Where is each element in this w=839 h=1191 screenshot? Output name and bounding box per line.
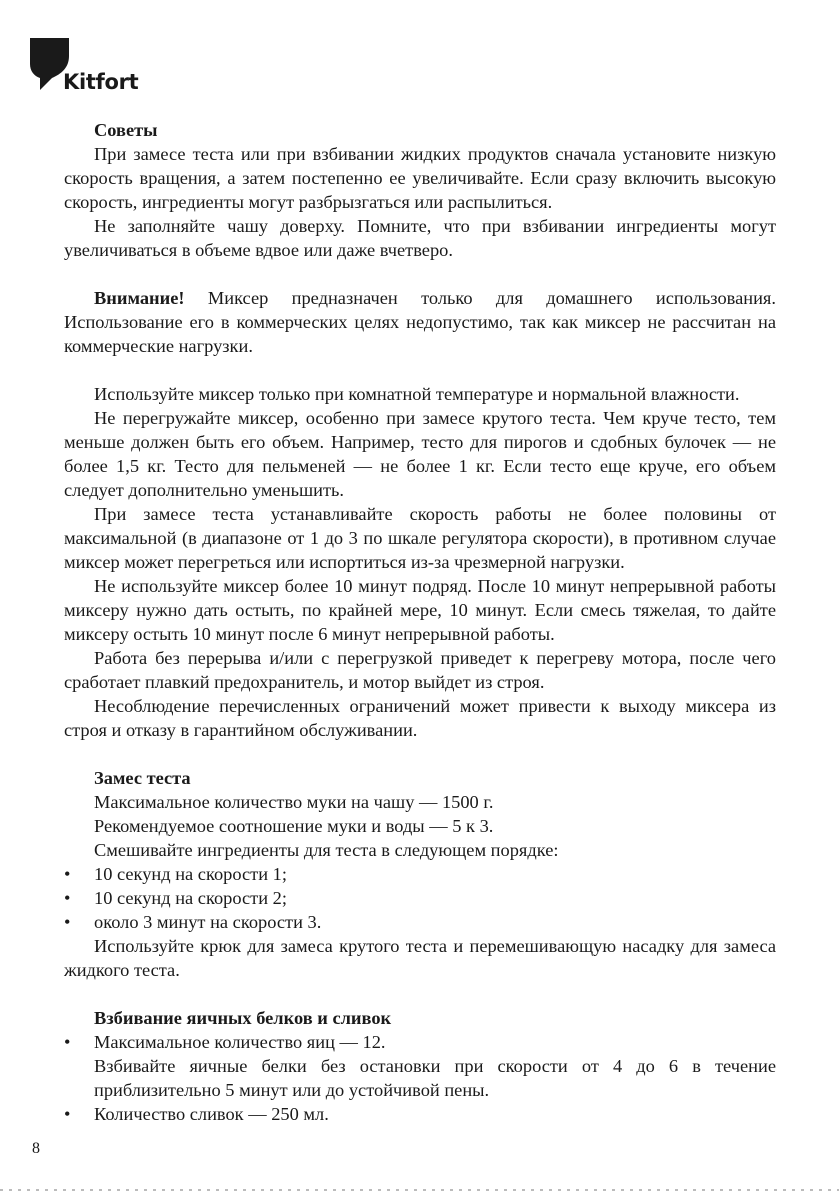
paragraph: Не заполняйте чашу доверху. Помните, что при взбивании ингредиенты могут увеличиваться в объеме вдвое или даже вчетверо. [64, 216, 776, 260]
warning-paragraph [64, 286, 776, 358]
page-content [64, 118, 776, 1126]
paragraph: Смешивайте ингредиенты для теста в следующем порядке: [94, 840, 559, 860]
section-title-whip: Взбивание яичных белков и сливок [94, 1008, 392, 1028]
warning-text: Миксер предназначен только для домашнего использования. Использование его в коммерческих целях недопустимо, так как миксер не рассчитан на коммерческие нагрузки. [64, 288, 776, 356]
warning-label: Внимание! [94, 288, 185, 308]
brand-logo [30, 38, 150, 96]
paragraph: Рекомендуемое соотношение муки и воды — 5 к 3. [94, 816, 494, 836]
list-item: • 10 секунд на скорости 1; [64, 862, 776, 886]
dough-steps-list [64, 862, 776, 934]
paragraph: При замесе теста устанавливайте скорость работы не более половины от максимальной (в диапазоне от 1 до 3 по шкале регулятора скорости), в противном случае миксер может перегреться или испортиться из-за чрезмерной нагрузки. [64, 504, 776, 572]
paragraph: Используйте миксер только при комнатной температуре и нормальной влажности. [94, 384, 740, 404]
list-item-continuation: Взбивайте яичные белки без остановки при скорости от 4 до 6 в течение приблизительно 5 минут или до устойчивой пены. [94, 1056, 776, 1100]
list-item: • 10 секунд на скорости 2; [64, 886, 776, 910]
section-title-tips: Советы [94, 120, 158, 140]
list-item: • Количество сливок — 250 мл. [64, 1102, 776, 1126]
page-number: 8 [32, 1140, 40, 1157]
paragraph: Несоблюдение перечисленных ограничений может привести к выходу миксера из строя и отказу в гарантийном обслуживании. [64, 696, 776, 740]
paragraph: Не перегружайте миксер, особенно при замесе крутого теста. Чем круче тесто, тем меньше должен быть его объем. Например, тесто для пирогов и сдобных булочек — не более 1,5 кг. Тесто для пельменей — не более 1 кг. Если тесто еще круче, его объем следует дополнительно уменьшить. [64, 408, 776, 500]
paragraph: Максимальное количество муки на чашу — 1500 г. [94, 792, 494, 812]
paragraph: Используйте крюк для замеса крутого теста и перемешивающую насадку для замеса жидкого теста. [64, 936, 776, 980]
paragraph: При замесе теста или при взбивании жидких продуктов сначала установите низкую скорость вращения, а затем постепенно ее увеличивайте. Если сразу включить высокую скорость, ингредиенты могут разбрызгаться или распылиться. [64, 144, 776, 212]
brand-name: Kitfort [63, 70, 139, 94]
whip-list [64, 1030, 776, 1126]
section-title-dough: Замес теста [94, 768, 191, 788]
list-item: • Максимальное количество яиц — 12. [64, 1030, 776, 1054]
paragraph: Не используйте миксер более 10 минут подряд. После 10 минут непрерывной работы миксеру нужно дать остыть, по крайней мере, 10 минут. Если смесь тяжелая, то дайте миксеру остыть 10 минут после 6 минут непрерывной работы. [64, 576, 776, 644]
list-item: • около 3 минут на скорости 3. [64, 910, 776, 934]
paragraph: Работа без перерыва и/или с перегрузкой приведет к перегреву мотора, после чего сработает плавкий предохранитель, и мотор выйдет из строя. [64, 648, 776, 692]
